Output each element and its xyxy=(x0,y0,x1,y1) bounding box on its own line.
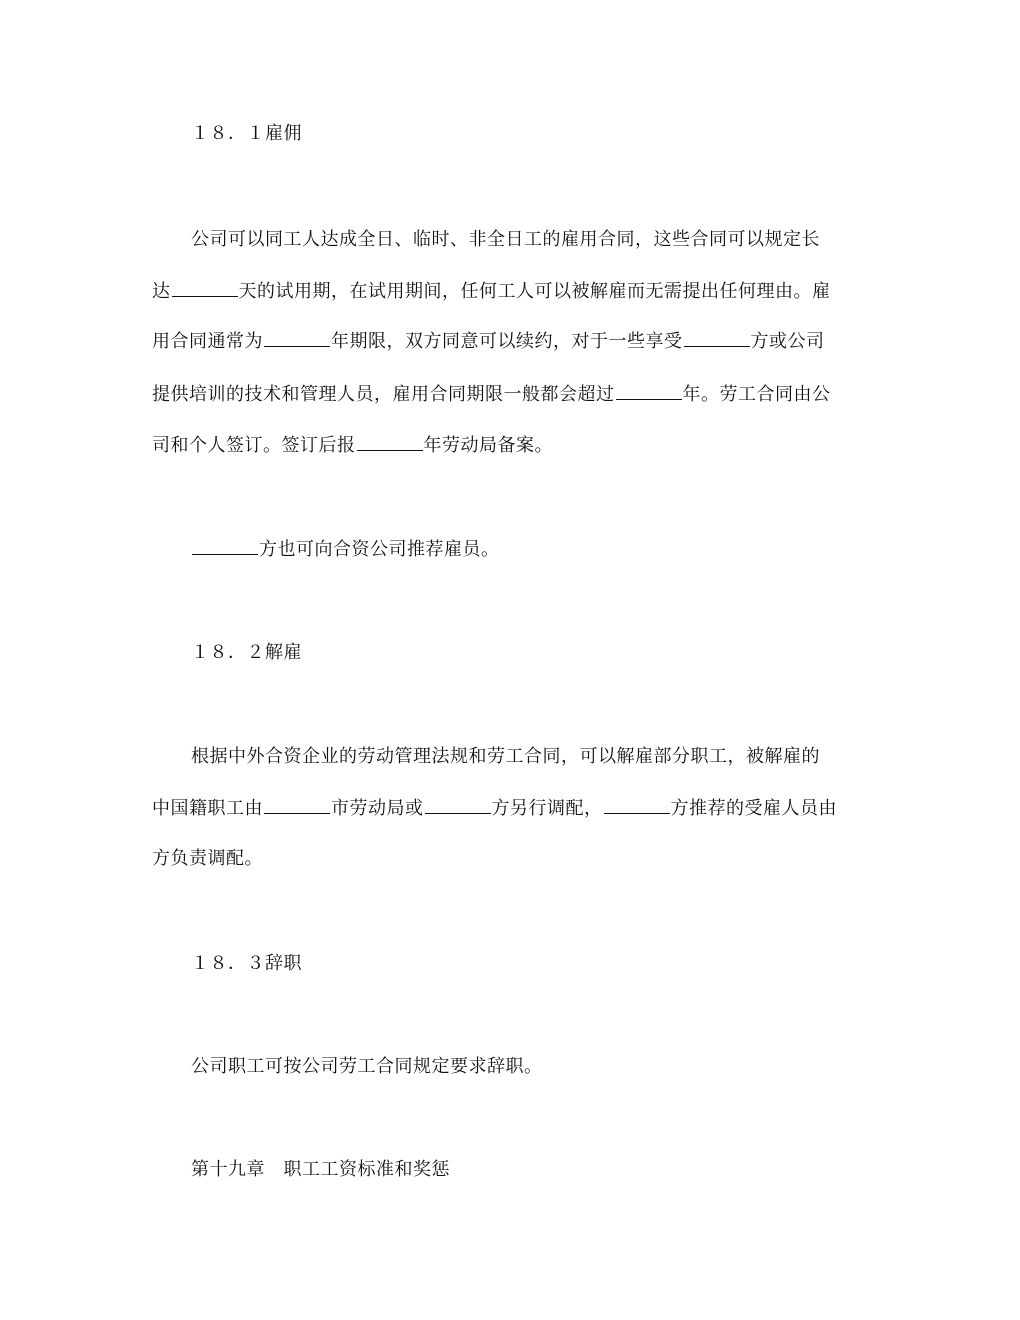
text-fragment: 方或公司 xyxy=(750,331,825,352)
text-fragment: 年期限，双方同意可以续约，对于一些享受 xyxy=(331,331,683,352)
text-fragment: 达 xyxy=(152,281,171,302)
fill-in-blank xyxy=(684,330,750,347)
text-fragment: 提供培训的技术和管理人员，雇用合同期限一般都会超过 xyxy=(152,384,615,405)
text-fragment: 年。劳工合同由公 xyxy=(682,384,831,405)
paragraph-line xyxy=(152,280,831,303)
fill-in-blank xyxy=(264,330,330,347)
fill-in-blank xyxy=(264,797,330,814)
fill-in-blank xyxy=(425,797,491,814)
paragraph-line: 根据中外合资企业的劳动管理法规和劳工合同，可以解雇部分职工，被解雇的 xyxy=(191,746,820,767)
text-fragment: 年劳动局备案。 xyxy=(423,435,553,456)
text-fragment: 中国籍职工由 xyxy=(152,798,263,819)
text-fragment: 方推荐的受雇人员由 xyxy=(670,798,837,819)
paragraph-line xyxy=(152,330,825,353)
text-fragment: 天的试用期，在试用期间，任何工人可以被解雇而无需提出任何理由。雇 xyxy=(238,281,831,302)
fill-in-blank xyxy=(172,280,238,297)
fill-in-blank xyxy=(604,797,670,814)
text-fragment: 方另行调配， xyxy=(491,798,603,819)
text-fragment: 司和个人签订。签订后报 xyxy=(152,435,356,456)
paragraph-line: 公司职工可按公司劳工合同规定要求辞职。 xyxy=(191,1056,543,1077)
section-heading-18-3: １８．３辞职 xyxy=(191,953,302,974)
section-heading-18-1: １８．１雇佣 xyxy=(191,123,302,144)
chapter-heading-19: 第十九章 职工工资标准和奖惩 xyxy=(191,1159,450,1180)
section-heading-18-2: １８．２解雇 xyxy=(191,642,302,663)
text-fragment: 市劳动局或 xyxy=(331,798,424,819)
fill-in-blank xyxy=(192,538,258,555)
paragraph-line: 公司可以同工人达成全日、临时、非全日工的雇用合同，这些合同可以规定长 xyxy=(191,229,820,250)
text-fragment: 用合同通常为 xyxy=(152,331,263,352)
paragraph-line xyxy=(152,797,837,820)
paragraph-line xyxy=(191,538,500,561)
text-fragment: 方也可向合资公司推荐雇员。 xyxy=(259,539,500,560)
paragraph-line xyxy=(152,383,831,406)
fill-in-blank xyxy=(357,434,423,451)
paragraph-line: 方负责调配。 xyxy=(152,848,263,869)
fill-in-blank xyxy=(616,383,682,400)
paragraph-line xyxy=(152,434,553,457)
